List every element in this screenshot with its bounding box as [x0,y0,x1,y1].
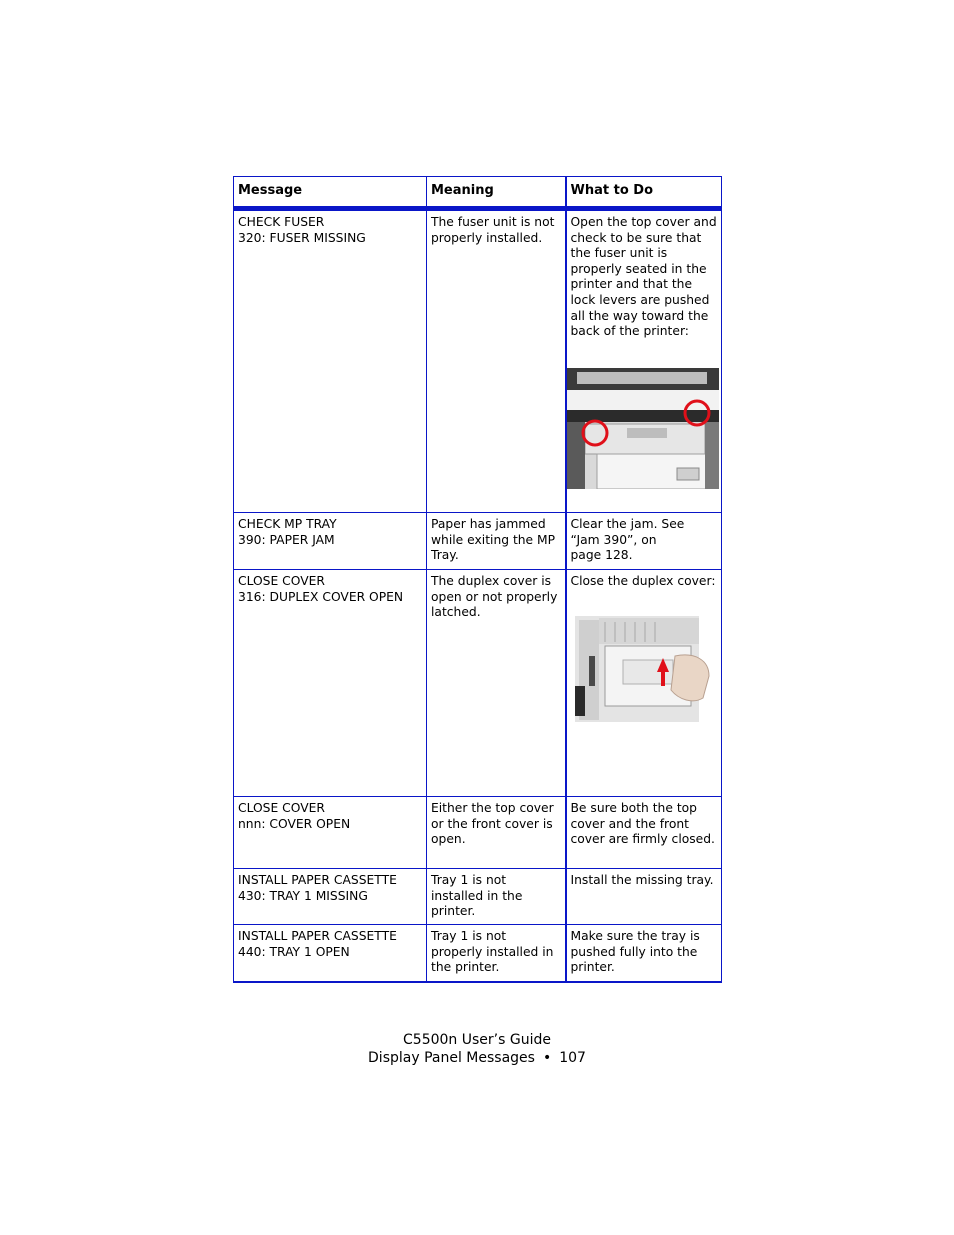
message-cell [234,797,427,869]
message-line: CLOSE COVER [238,574,325,588]
message-cell [234,869,427,925]
what-to-do-cell: Make sure the tray is pushed fully into the printer. [566,925,722,982]
message-line: 320: FUSER MISSING [238,230,366,245]
what-to-do-cell: Install the missing tray. [566,869,722,925]
message-line: CHECK FUSER [238,215,325,229]
what-to-do-cell [566,513,722,570]
message-cell [234,513,427,570]
what-to-do-cell [566,209,722,513]
table-row [234,797,722,869]
jam-390-link[interactable]: “Jam 390”, on [570,532,657,547]
meaning-cell: Either the top cover or the front cover is open. [427,797,566,869]
meaning-cell: The duplex cover is open or not properly latched. [427,570,566,797]
table-row [234,513,722,570]
what-to-do-text: Close the duplex cover: [570,574,716,588]
message-line: CLOSE COVER [238,801,325,815]
table-row [234,209,722,513]
footer-section: Display Panel Messages [368,1049,535,1066]
header-meaning: Meaning [427,177,566,209]
what-to-do-line: Clear the jam. See [570,517,685,531]
message-cell [234,570,427,797]
meaning-cell: Paper has jammed while exiting the MP Tray. [427,513,566,570]
message-cell [234,925,427,982]
meaning-cell: Tray 1 is not installed in the printer. [427,869,566,925]
message-line: 390: PAPER JAM [238,532,335,547]
table-row [234,925,722,982]
what-to-do-cell [566,570,722,797]
message-line: INSTALL PAPER CASSETTE [238,873,397,887]
message-line: 316: DUPLEX COVER OPEN [238,589,404,604]
message-line: 440: TRAY 1 OPEN [238,944,350,959]
message-line: nnn: COVER OPEN [238,816,351,831]
page-128-link[interactable]: page 128. [570,548,633,563]
message-line: 430: TRAY 1 MISSING [238,888,368,903]
meaning-cell: The fuser unit is not properly installed. [427,209,566,513]
table-row [234,869,722,925]
what-to-do-text: Open the top cover and check to be sure that the fuser unit is properly seated in the printer and that the lock levers are pushed all the way toward the back of the printer: [570,215,717,339]
duplex-cover-photo-icon [575,616,718,722]
bullet-icon: • [542,1049,552,1066]
footer-guide-title: C5500n User’s Guide [403,1032,551,1048]
messages-table-container [233,176,721,983]
display-messages-table [233,176,722,983]
table-row [234,570,722,797]
meaning-cell: Tray 1 is not properly installed in the printer. [427,925,566,982]
header-message: Message [234,177,427,209]
what-to-do-cell: Be sure both the top cover and the front cover are firmly closed. [566,797,722,869]
fuser-lock-levers-photo-icon [567,368,718,489]
page-number: 107 [559,1049,586,1066]
message-cell [234,209,427,513]
page-footer [0,1032,954,1067]
footer-section-line [0,1050,954,1068]
table-header-row [234,177,722,209]
message-line: CHECK MP TRAY [238,517,337,531]
header-what-to-do: What to Do [566,177,722,209]
message-line: INSTALL PAPER CASSETTE [238,929,397,943]
